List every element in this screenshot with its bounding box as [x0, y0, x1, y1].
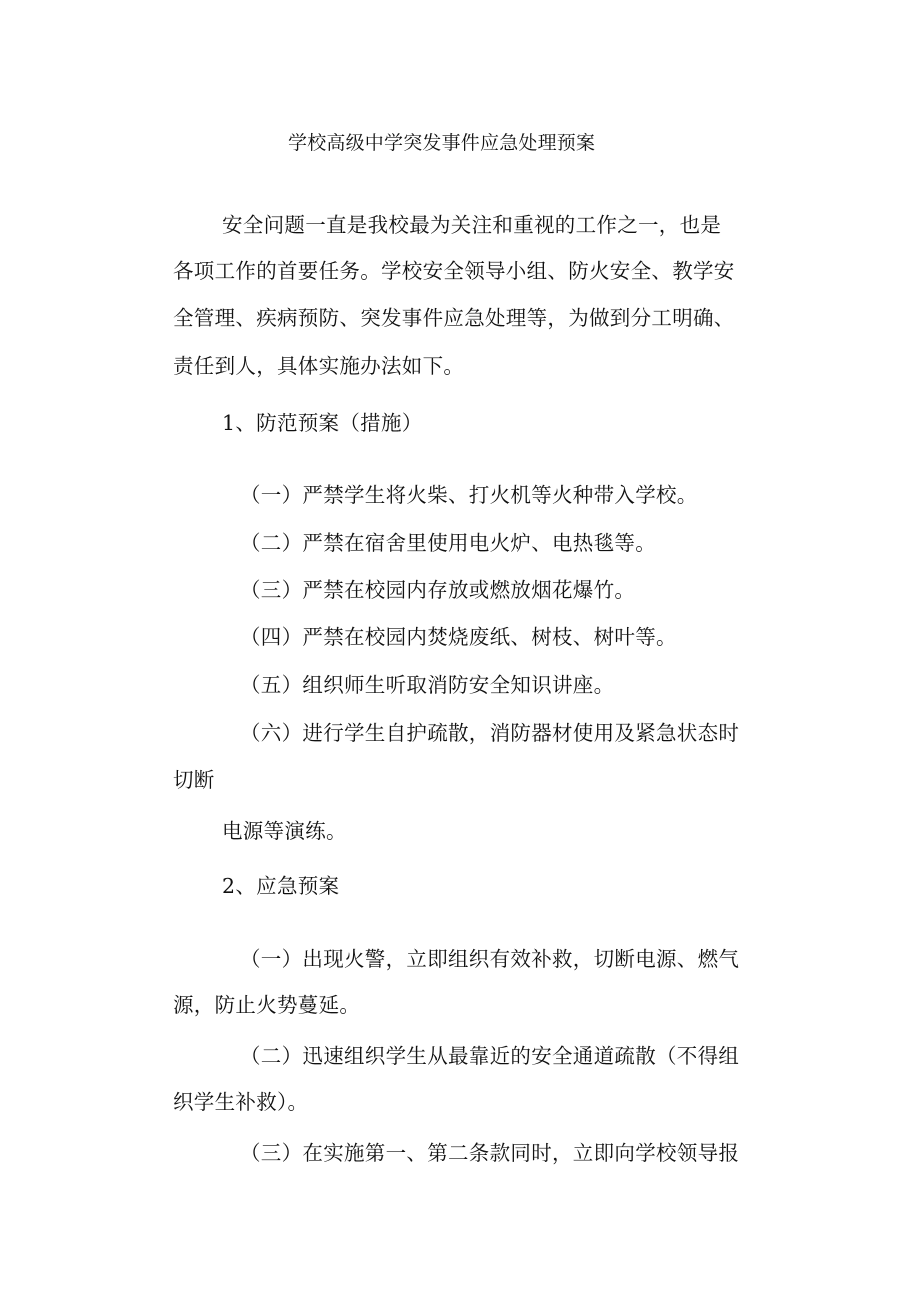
section1-item: （二）严禁在宿舍里使用电火炉、电热毯等。: [240, 531, 656, 555]
section2-paragraph: 织学生补救）。: [173, 1090, 309, 1114]
section1-item: （四）严禁在校园内焚烧废纸、树枝、树叶等。: [240, 625, 677, 649]
section1-item: （六）进行学生自护疏散，消防器材使用及紧急状态时: [240, 721, 740, 745]
section2-heading: 2、应急预案: [222, 874, 340, 898]
section1-item: （三）严禁在校园内存放或燃放烟花爆竹。: [240, 578, 636, 602]
intro-line: 责任到人，具体实施办法如下。: [173, 354, 465, 378]
section1-item: （一）严禁学生将火柴、打火机等火种带入学校。: [240, 483, 698, 507]
section2-paragraph: （二）迅速组织学生从最靠近的安全通道疏散（不得组: [240, 1044, 740, 1068]
section1-item-continued: 切断: [173, 768, 215, 792]
intro-line: 全管理、疾病预防、突发事件应急处理等，为做到分工明确、: [173, 306, 735, 330]
section2-paragraph: （一）出现火警，立即组织有效补救，切断电源、燃气: [240, 947, 740, 971]
intro-line: 安全问题一直是我校最为关注和重视的工作之一，也是: [222, 213, 722, 237]
document-title: 学校高级中学突发事件应急处理预案: [288, 132, 596, 154]
section2-paragraph: 源，防止火势蔓延。: [173, 993, 361, 1017]
section1-item: （五）组织师生听取消防安全知识讲座。: [240, 673, 615, 697]
section1-item-continued: 电源等演练。: [222, 819, 347, 843]
intro-line: 各项工作的首要任务。学校安全领导小组、防火安全、教学安: [173, 259, 735, 283]
section2-paragraph: （三）在实施第一、第二条款同时，立即向学校领导报: [240, 1141, 740, 1165]
section1-heading: 1、防范预案（措施）: [222, 411, 423, 435]
